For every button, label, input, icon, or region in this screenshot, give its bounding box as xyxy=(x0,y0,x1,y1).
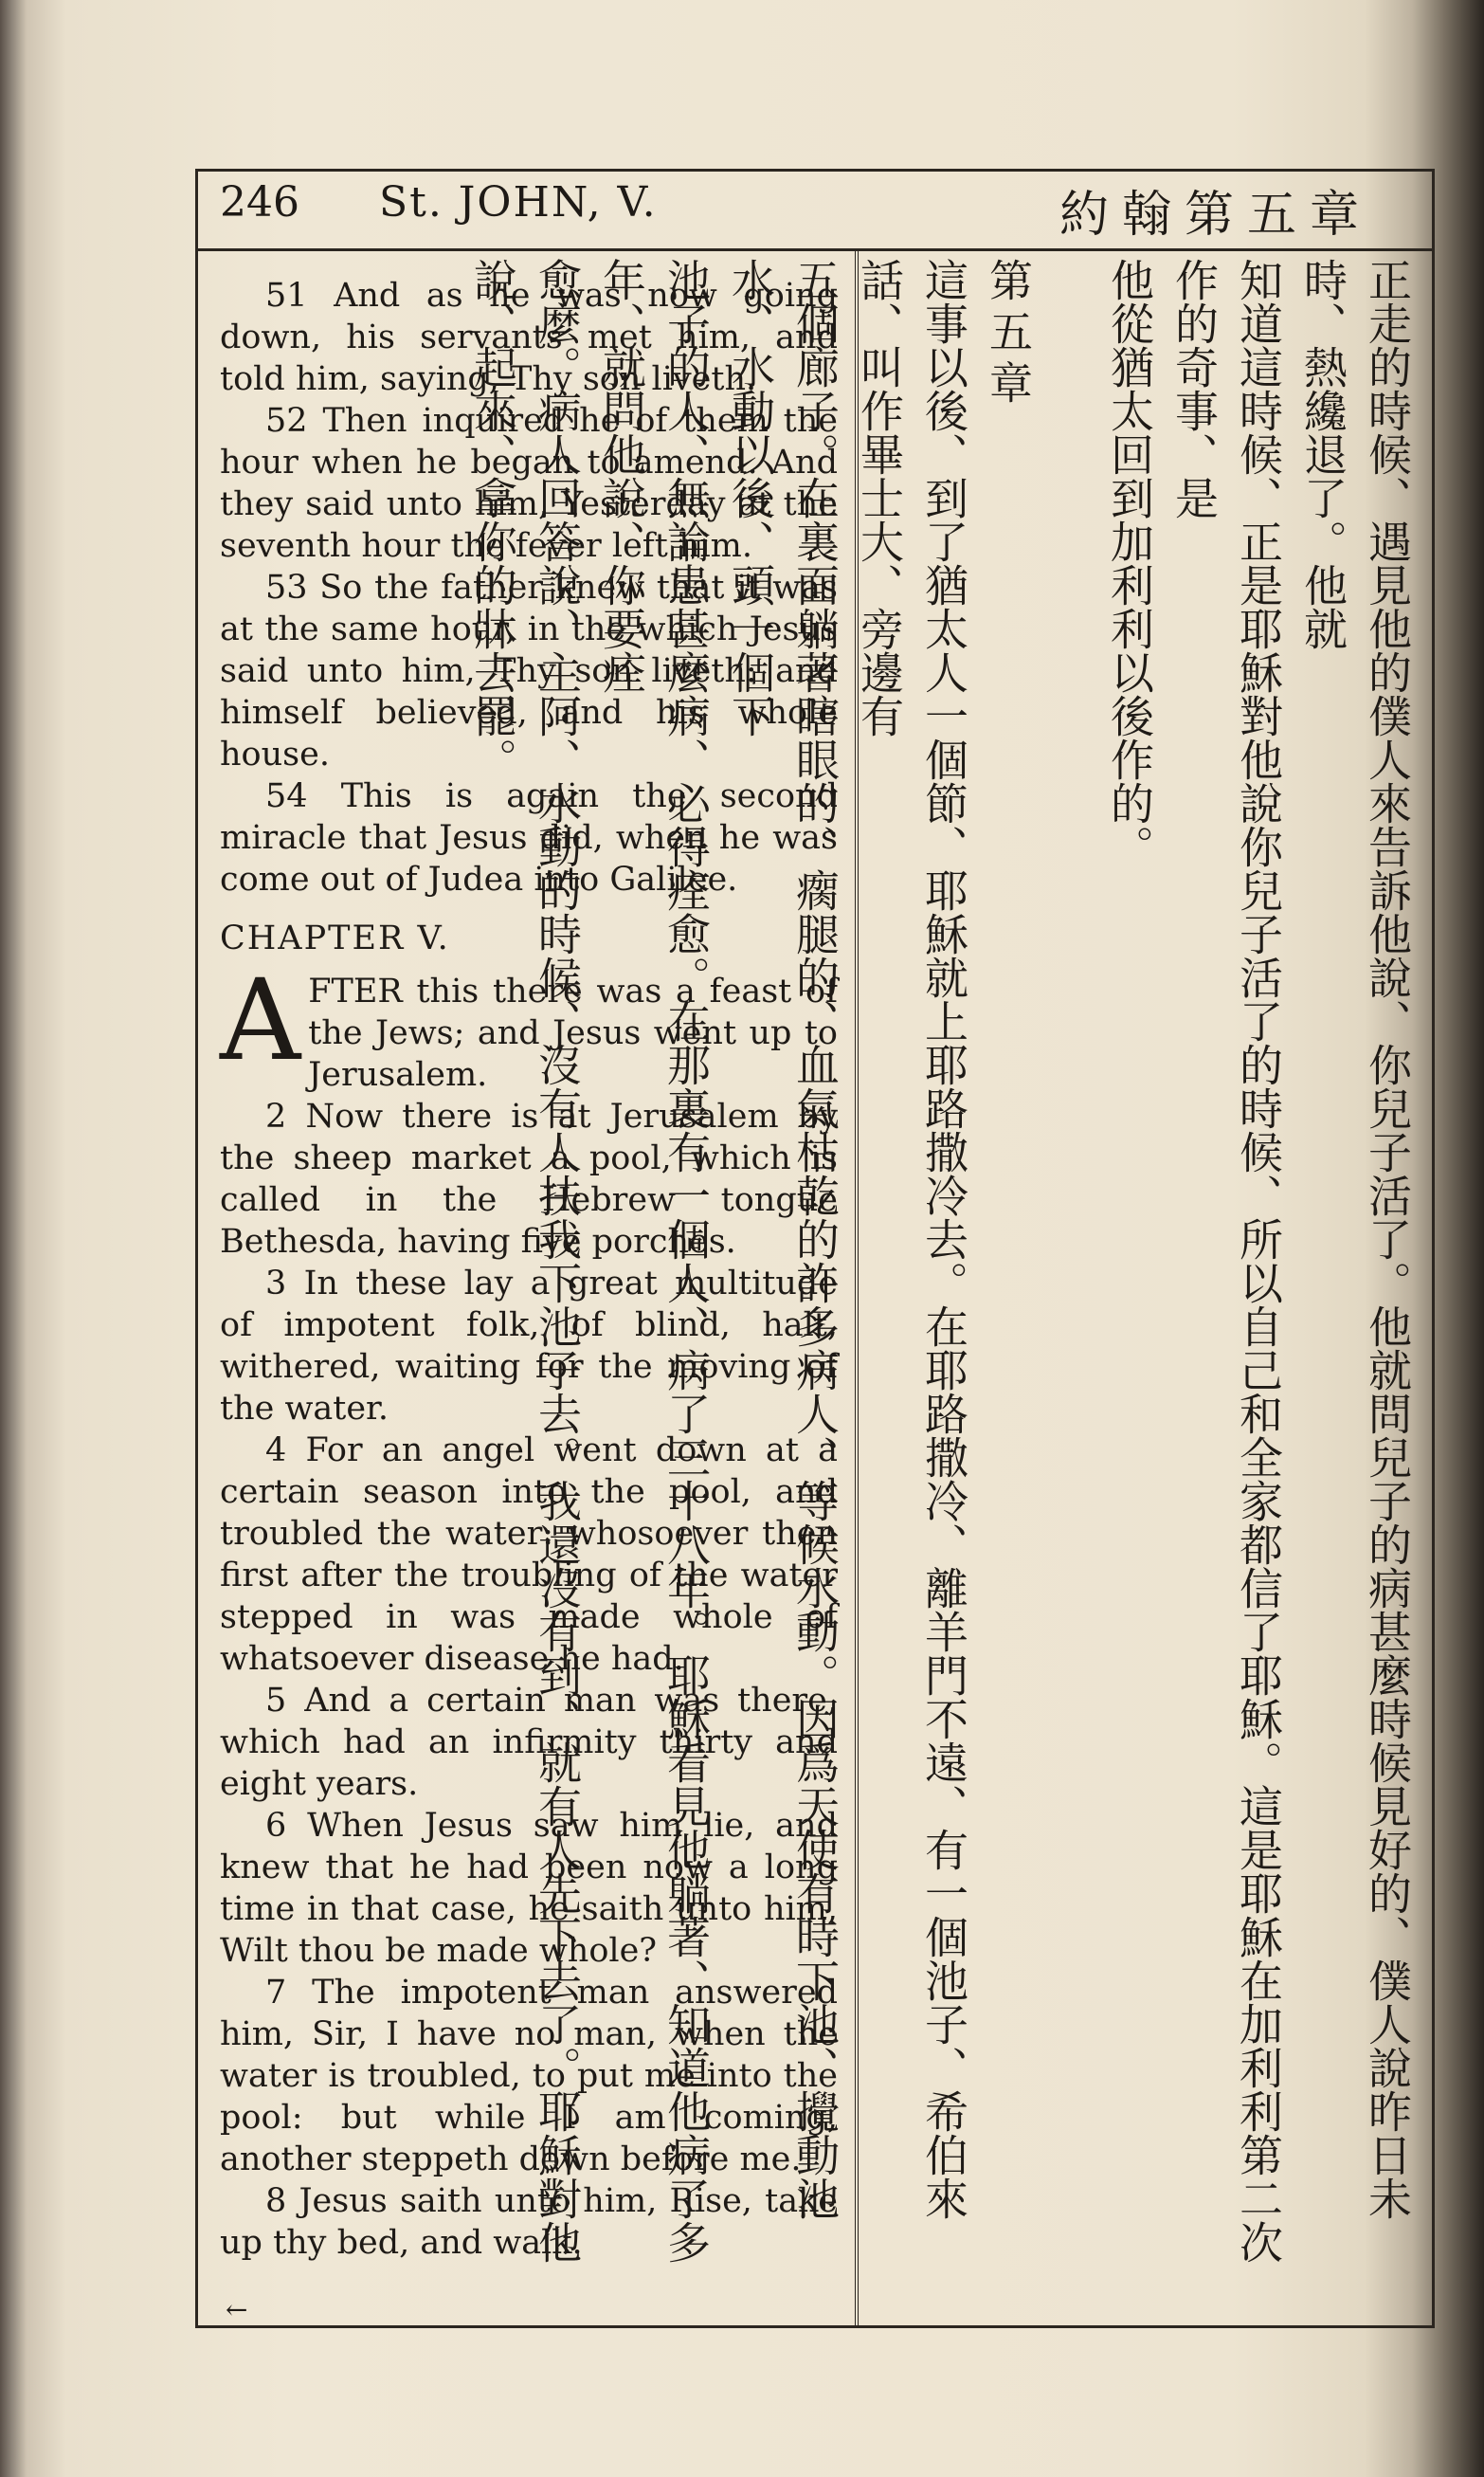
verse-7: 7 The impotent man answered him, Sir, I have no man, when the water is troubled, to put me into the pool: but while I am coming, another steppeth down before me. xyxy=(220,1974,838,2178)
chapter-heading: CHAPTER V. xyxy=(220,920,450,957)
verse-4: 4 For an angel went down at a certain season into the pool, and troubled the water: whosoever then first after the troubling of the water stepped in was made whole of whatsoever disease he had. xyxy=(220,1431,838,1678)
header-rule xyxy=(195,248,1435,251)
verse-5: 5 And a certain man was there, which had an infirmity thirty and eight years. xyxy=(220,1682,838,1803)
verse-51: 51 And as he was now going down, his servants met him, and told him, saying, Thy son liveth. xyxy=(220,277,838,398)
verse-54: 54 This is again the second miracle that Jesus did, when he was come out of Judea into Galilee. xyxy=(220,777,838,899)
verse-3: 3 In these lay a great multitude of impotent folk, of blind, halt, withered, waiting for the moving of the water. xyxy=(220,1265,838,1428)
chinese-line-5: 五個廊子。在裏面躺著瞎眼的、瘸腿的、血氣枯乾的許多病人、等候水動。因爲天使有時下池、攪動池水、水動以後、頭一個下 xyxy=(725,258,841,2220)
chinese-line-6: 池子的人、無論患甚麼病、必得痊愈。在那裏有一個人、病了三十八年。耶穌看見他躺著、知道他病了多年、就問他說、你要痊 xyxy=(596,258,712,2264)
verse-6: 6 When Jesus saw him lie, and knew that he had been now a long time in that case, he saith unto him, Wilt thou be made whole? xyxy=(220,1807,838,1970)
page-number: 246 xyxy=(220,178,299,227)
verse-8: 8 Jesus saith unto him, Rise, take up thy bed, and walk. xyxy=(220,2182,838,2262)
drop-cap: A xyxy=(220,955,301,1085)
chinese-line-3: 他從猶太回到加利利以後作的。 xyxy=(1104,258,1155,868)
running-title-chinese: 約翰第五章 xyxy=(1059,187,1372,244)
chinese-chapter-heading: 第五章 xyxy=(983,258,1034,411)
running-title: St. JOHN, V. xyxy=(379,178,658,227)
corner-mark-icon: ← xyxy=(226,2294,248,2325)
verse-52: 52 Then inquired he of them the hour when he began to amend. And they said unto him, Yesterday at the seventh hour the fever left him. xyxy=(220,402,838,565)
verse-1-text: FTER this there was a feast of the Jews; and Jesus went up to Jerusalem. xyxy=(308,973,838,1094)
chinese-line-4: 這事以後、到了猶太人一個節、耶穌就上耶路撒冷去。在耶路撒冷、離羊門不遠、有一個池子、希伯來話、叫作畢士大、旁邊有 xyxy=(854,258,969,2220)
chinese-line-2: 知道這時候、正是耶穌對他說你兒子活了的時候、所以自己和全家都信了耶穌。這是耶穌在加利利第二次作的奇事、是 xyxy=(1168,258,1284,2264)
chinese-line-1: 正走的時候、遇見他的僕人來告訴他說、你兒子活了。他就問兒子的病甚麼時候見好的、僕人說昨日未時、熱纔退了。他就 xyxy=(1297,258,1413,2220)
chinese-line-7: 愈麼。病人回答說、主阿、水動的時候、沒有人扶我下池子去。我還沒有到、就有人先下去了。耶穌對他說、起來、拿你的牀去罷。 xyxy=(467,258,583,2264)
verse-53: 53 So the father knew that it was at the same hour, in the which Jesus said unto him, Thy son liveth: and himself believed, and his whole house. xyxy=(220,569,838,774)
verse-2: 2 Now there is at Jerusalem by the sheep market a pool, which is called in the Hebrew tongue Bethesda, having five porches. xyxy=(220,1098,838,1261)
